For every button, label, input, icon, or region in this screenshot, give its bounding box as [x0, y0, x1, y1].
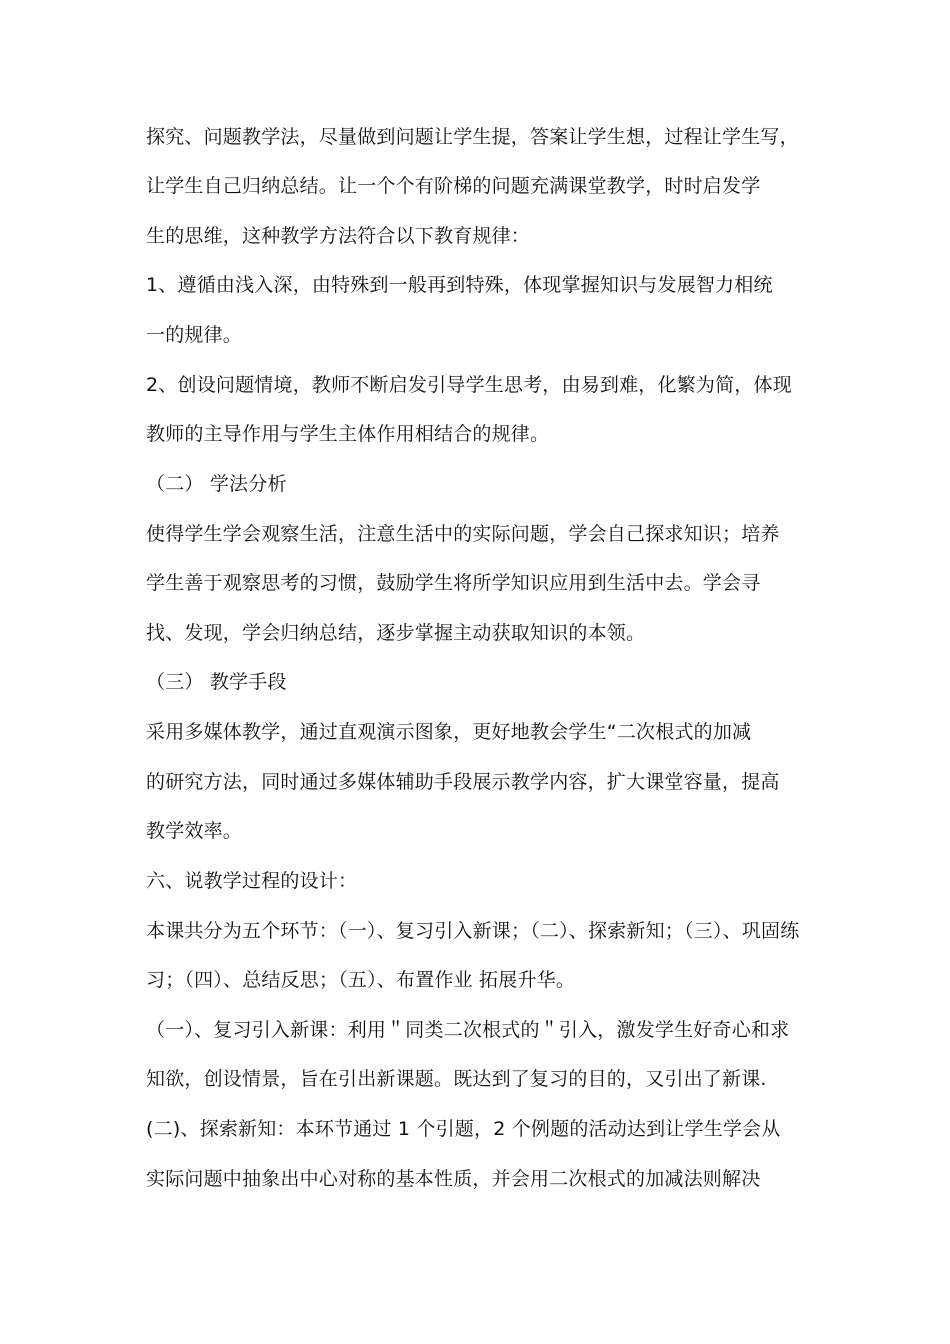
text-line: 的研究方法，同时通过多媒体辅助手段展示教学内容，扩大课堂容量，提高 — [146, 771, 780, 793]
text-line: （一）、复习引入新课：利用＂同类二次根式的＂引入，激发学生好奇心和求 — [146, 1019, 790, 1041]
text-line: 生的思维，这种教学方法符合以下教育规律： — [146, 225, 531, 247]
text-line: 教师的主导作用与学生主体作用相结合的规律。 — [146, 423, 550, 445]
text-line: 本课共分为五个环节：（一）、复习引入新课；（二）、探索新知；（三）、巩固练 — [146, 920, 800, 942]
section-heading: 六、说教学过程的设计： — [146, 870, 358, 892]
text-line: 知欲，创设情景，旨在引出新课题。既达到了复习的目的，又引出了新课. — [146, 1068, 767, 1090]
text-line: 采用多媒体教学，通过直观演示图象，更好地教会学生“二次根式的加减 — [146, 721, 752, 743]
text-line: 一的规律。 — [146, 324, 243, 346]
text-line: 找、发现，学会归纳总结，逐步掌握主动获取知识的本领。 — [146, 622, 646, 644]
text-line: 习；（四）、总结反思；（五）、布置作业 拓展升华。 — [146, 969, 576, 991]
text-line: (二)、探索新知：本环节通过 1 个引题，2 个例题的活动达到让学生学会从 — [146, 1118, 781, 1140]
text-line: 让学生自己归纳总结。让一个个有阶梯的问题充满课堂教学，时时启发学 — [146, 175, 761, 197]
text-line: 1、遵循由浅入深，由特殊到一般再到特殊，体现掌握知识与发展智力相统 — [146, 274, 773, 296]
text-line: 学生善于观察思考的习惯，鼓励学生将所学知识应用到生活中去。学会寻 — [146, 572, 761, 594]
text-line: 探究、问题教学法，尽量做到问题让学生提，答案让学生想，过程让学生写， — [146, 126, 799, 148]
text-line: 实际问题中抽象出中心对称的基本性质，并会用二次根式的加减法则解决 — [146, 1168, 761, 1190]
text-line: 教学效率。 — [146, 820, 243, 842]
text-line: 使得学生学会观察生活，注意生活中的实际问题，学会自己探求知识；培养 — [146, 523, 780, 545]
section-heading: （三） 教学手段 — [146, 671, 287, 693]
text-line: 2、创设问题情境，教师不断启发引导学生思考，由易到难，化繁为简，体现 — [146, 374, 792, 396]
section-heading: （二） 学法分析 — [146, 473, 287, 495]
